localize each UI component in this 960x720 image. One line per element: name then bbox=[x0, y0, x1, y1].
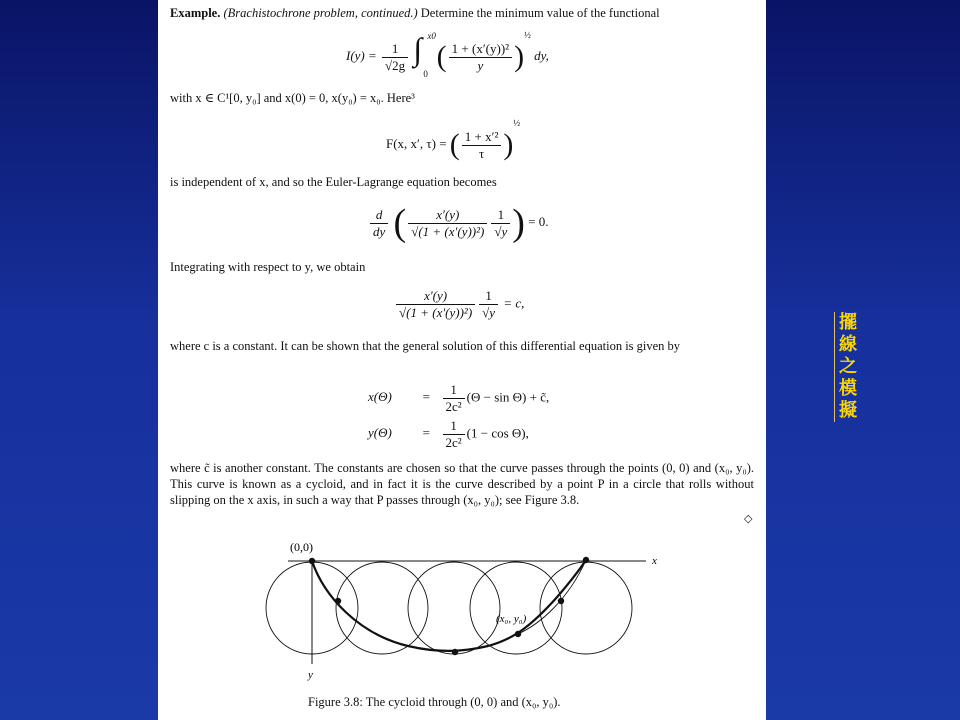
cycloid-point bbox=[515, 631, 521, 637]
text-integrating: Integrating with respect to y, we obtain bbox=[170, 260, 366, 274]
cycloid-curve bbox=[312, 560, 586, 651]
f-equation: F(x, x′, τ) = ( $\frac{\text{1 + x′²}}{\tau}$ )$^{\frac{1}{2}}$ bbox=[386, 118, 521, 162]
cycloid-continuation bbox=[518, 560, 586, 634]
y-axis-label: y bbox=[308, 669, 313, 681]
euler-lagrange-equation: $\frac{d}{dy}$ ( $\frac{x'(y)}{\text{√(1 + (x′(y))²)}}$ $\frac{1}{√y}$ ) = 0. bbox=[368, 204, 549, 242]
solution-y: y(Θ) = $\frac{1}{\text{2c²}}$ (1 − cos Θ), bbox=[368, 418, 529, 450]
cycloid-point bbox=[452, 649, 458, 655]
cycloid-point bbox=[558, 598, 564, 604]
document-page bbox=[158, 0, 766, 720]
rolling-circle bbox=[408, 562, 500, 654]
cycloid-point bbox=[335, 598, 341, 604]
solution-x: x(Θ) = $\frac{1}{\text{2c²}}$ (Θ − sin Θ) + c̃, bbox=[368, 382, 550, 414]
text-cycloid: where c̃ is another constant. The constants are chosen so that the curve passes through the points (0, 0) and (x₀, y₀). This curve is known as a cycloid, and in fact it is the curve described by a point P in a circle that rolls without slipping on the x axis, in such a way that P passes through (x₀, y₀); see Figure 3.8. bbox=[170, 461, 754, 507]
figure-caption: Figure 3.8: The cycloid through (0, 0) and (x₀, y₀). bbox=[308, 695, 561, 709]
text-with-condition: with x ∈ C¹[0, y₀] and x(0) = 0, x(y₀) = x₀. Here³ bbox=[170, 91, 415, 105]
point-label: (x₀, y₀) bbox=[496, 613, 527, 625]
constant-equation: $\frac{x'(y)}{\text{√(1 + (x′(y))²)}}$ $\frac{1}{√y}$ = c, bbox=[394, 288, 524, 321]
functional-equation: I(y) = $\frac{1}{√2g}$ ∫ x0 0 ( $\frac{\text{1 + (x′(y))²}}{y}$ )$^{\frac{1}{2}}$ dy, bbox=[346, 30, 549, 80]
text-general-solution: where c is a constant. It can be shown that the general solution of this differential equation is given by bbox=[170, 339, 681, 353]
text-independent: is independent of x, and so the Euler-Lagrange equation becomes bbox=[170, 175, 497, 189]
example-label: Example. bbox=[170, 6, 221, 20]
x-axis-label: x bbox=[652, 555, 657, 567]
example-intro: Determine the minimum value of the functional bbox=[420, 6, 660, 20]
origin-label: (0,0) bbox=[290, 540, 313, 554]
cycloid-figure bbox=[258, 536, 678, 686]
rolling-circle bbox=[336, 562, 428, 654]
cycloid-point bbox=[583, 557, 589, 563]
end-of-example-mark: ◇ bbox=[744, 513, 753, 525]
example-heading bbox=[170, 6, 660, 21]
example-subtitle: (Brachistochrone problem, continued.) bbox=[223, 6, 418, 20]
slide-side-title: 擺線之模擬 bbox=[834, 312, 861, 422]
cycloid-point bbox=[309, 558, 315, 564]
